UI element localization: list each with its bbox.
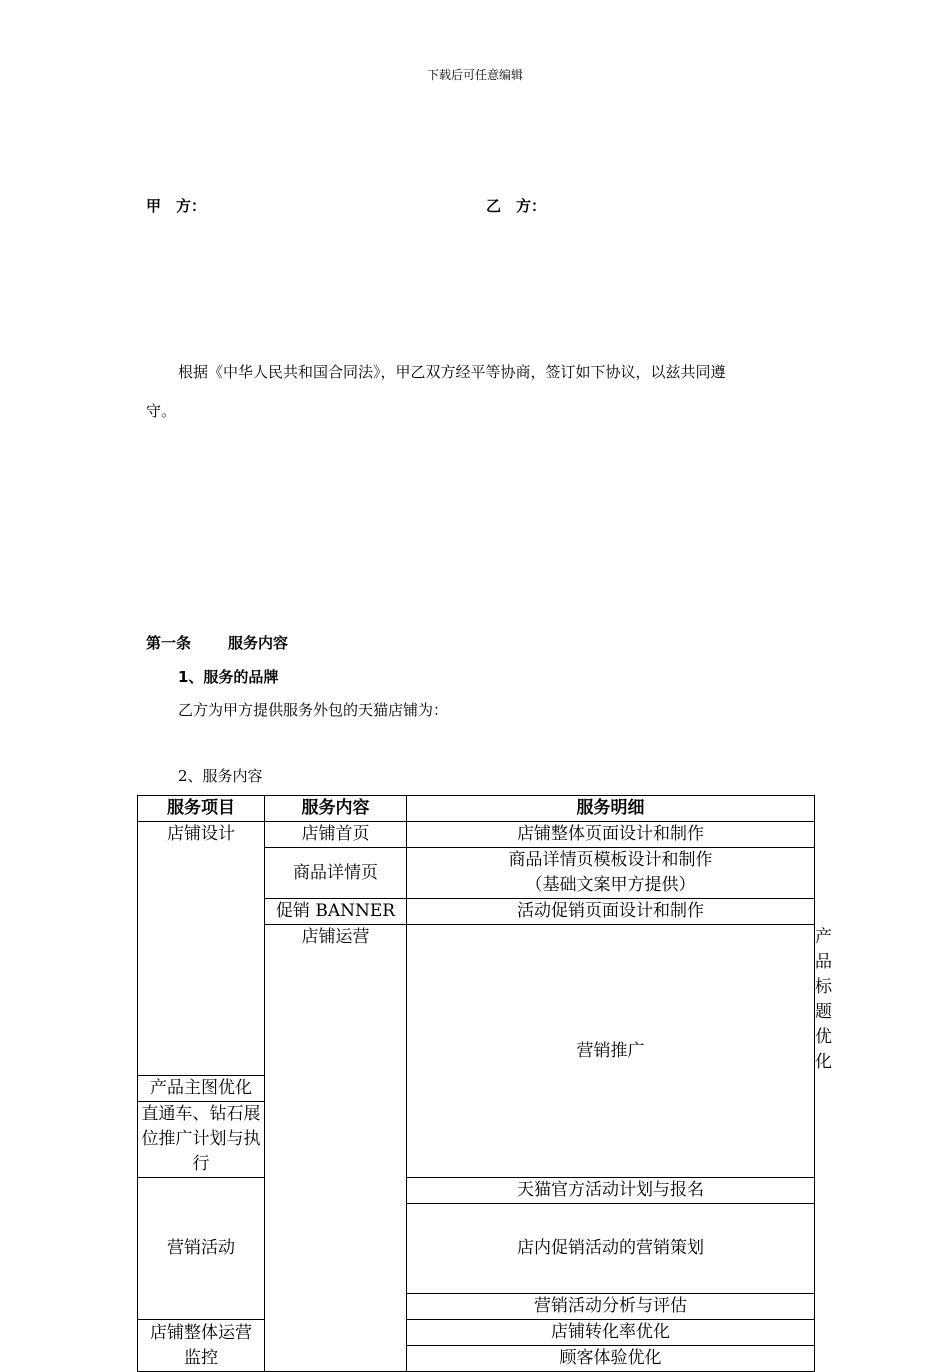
detail-cell: 直通车、钻石展位推广计划与执行 [138, 1102, 265, 1178]
content-cell: 商品详情页 [265, 848, 407, 899]
party-b-label: 乙 方： [486, 197, 547, 215]
table-header-content: 服务内容 [265, 796, 407, 822]
party-a-label: 甲 方： [146, 197, 207, 215]
table-row [138, 822, 815, 848]
article-heading [146, 632, 288, 653]
table-header-detail: 服务明细 [407, 796, 815, 822]
item-store-design: 店铺设计 [138, 822, 265, 1076]
table-header-row [138, 796, 815, 822]
table-row [138, 1178, 815, 1204]
content-cell: 店铺首页 [265, 822, 407, 848]
item-store-operation: 店铺运营 [265, 925, 407, 1372]
intro-paragraph-line1: 根据《中华人民共和国合同法》，甲乙双方经平等协商，签订如下协议，以兹共同遵 [178, 363, 726, 381]
detail-cell: 店铺整体页面设计和制作 [407, 822, 815, 848]
content-line: 监控 [184, 1347, 218, 1368]
header-note: 下载后可任意编辑 [426, 68, 523, 82]
article-number: 第一条 [146, 634, 192, 652]
content-cell: 促销 BANNER [265, 899, 407, 925]
content-cell [138, 1320, 265, 1372]
detail-line: （基础文案甲方提供） [525, 875, 696, 895]
intro-paragraph-line2: 守。 [146, 402, 177, 420]
detail-cell: 天猫官方活动计划与报名 [407, 1178, 815, 1204]
detail-cell: 顾客体验优化 [407, 1346, 815, 1372]
detail-cell: 店内促销活动的营销策划 [407, 1204, 815, 1294]
table-row [138, 1320, 815, 1346]
section-body-brand: 乙方为甲方提供服务外包的天猫店铺为： [178, 701, 449, 719]
detail-cell [407, 848, 815, 899]
detail-cell: 店铺转化率优化 [407, 1320, 815, 1346]
content-cell: 营销推广 [407, 925, 815, 1178]
section-title-brand: 1、服务的品牌 [178, 668, 279, 686]
section-title-service-content: 2、服务内容 [178, 767, 263, 785]
detail-cell: 营销活动分析与评估 [407, 1294, 815, 1320]
article-title: 服务内容 [228, 634, 289, 652]
detail-cell: 产品主图优化 [138, 1076, 265, 1102]
table-row: 店铺运营 营销推广 产品标题优化 [138, 925, 815, 1076]
content-line: 店铺整体运营 [150, 1322, 252, 1343]
content-cell: 营销活动 [138, 1178, 265, 1320]
detail-line: 商品详情页模板设计和制作 [508, 850, 713, 870]
service-table [137, 795, 832, 1372]
table-header-item: 服务项目 [138, 796, 265, 822]
detail-cell: 活动促销页面设计和制作 [407, 899, 815, 925]
